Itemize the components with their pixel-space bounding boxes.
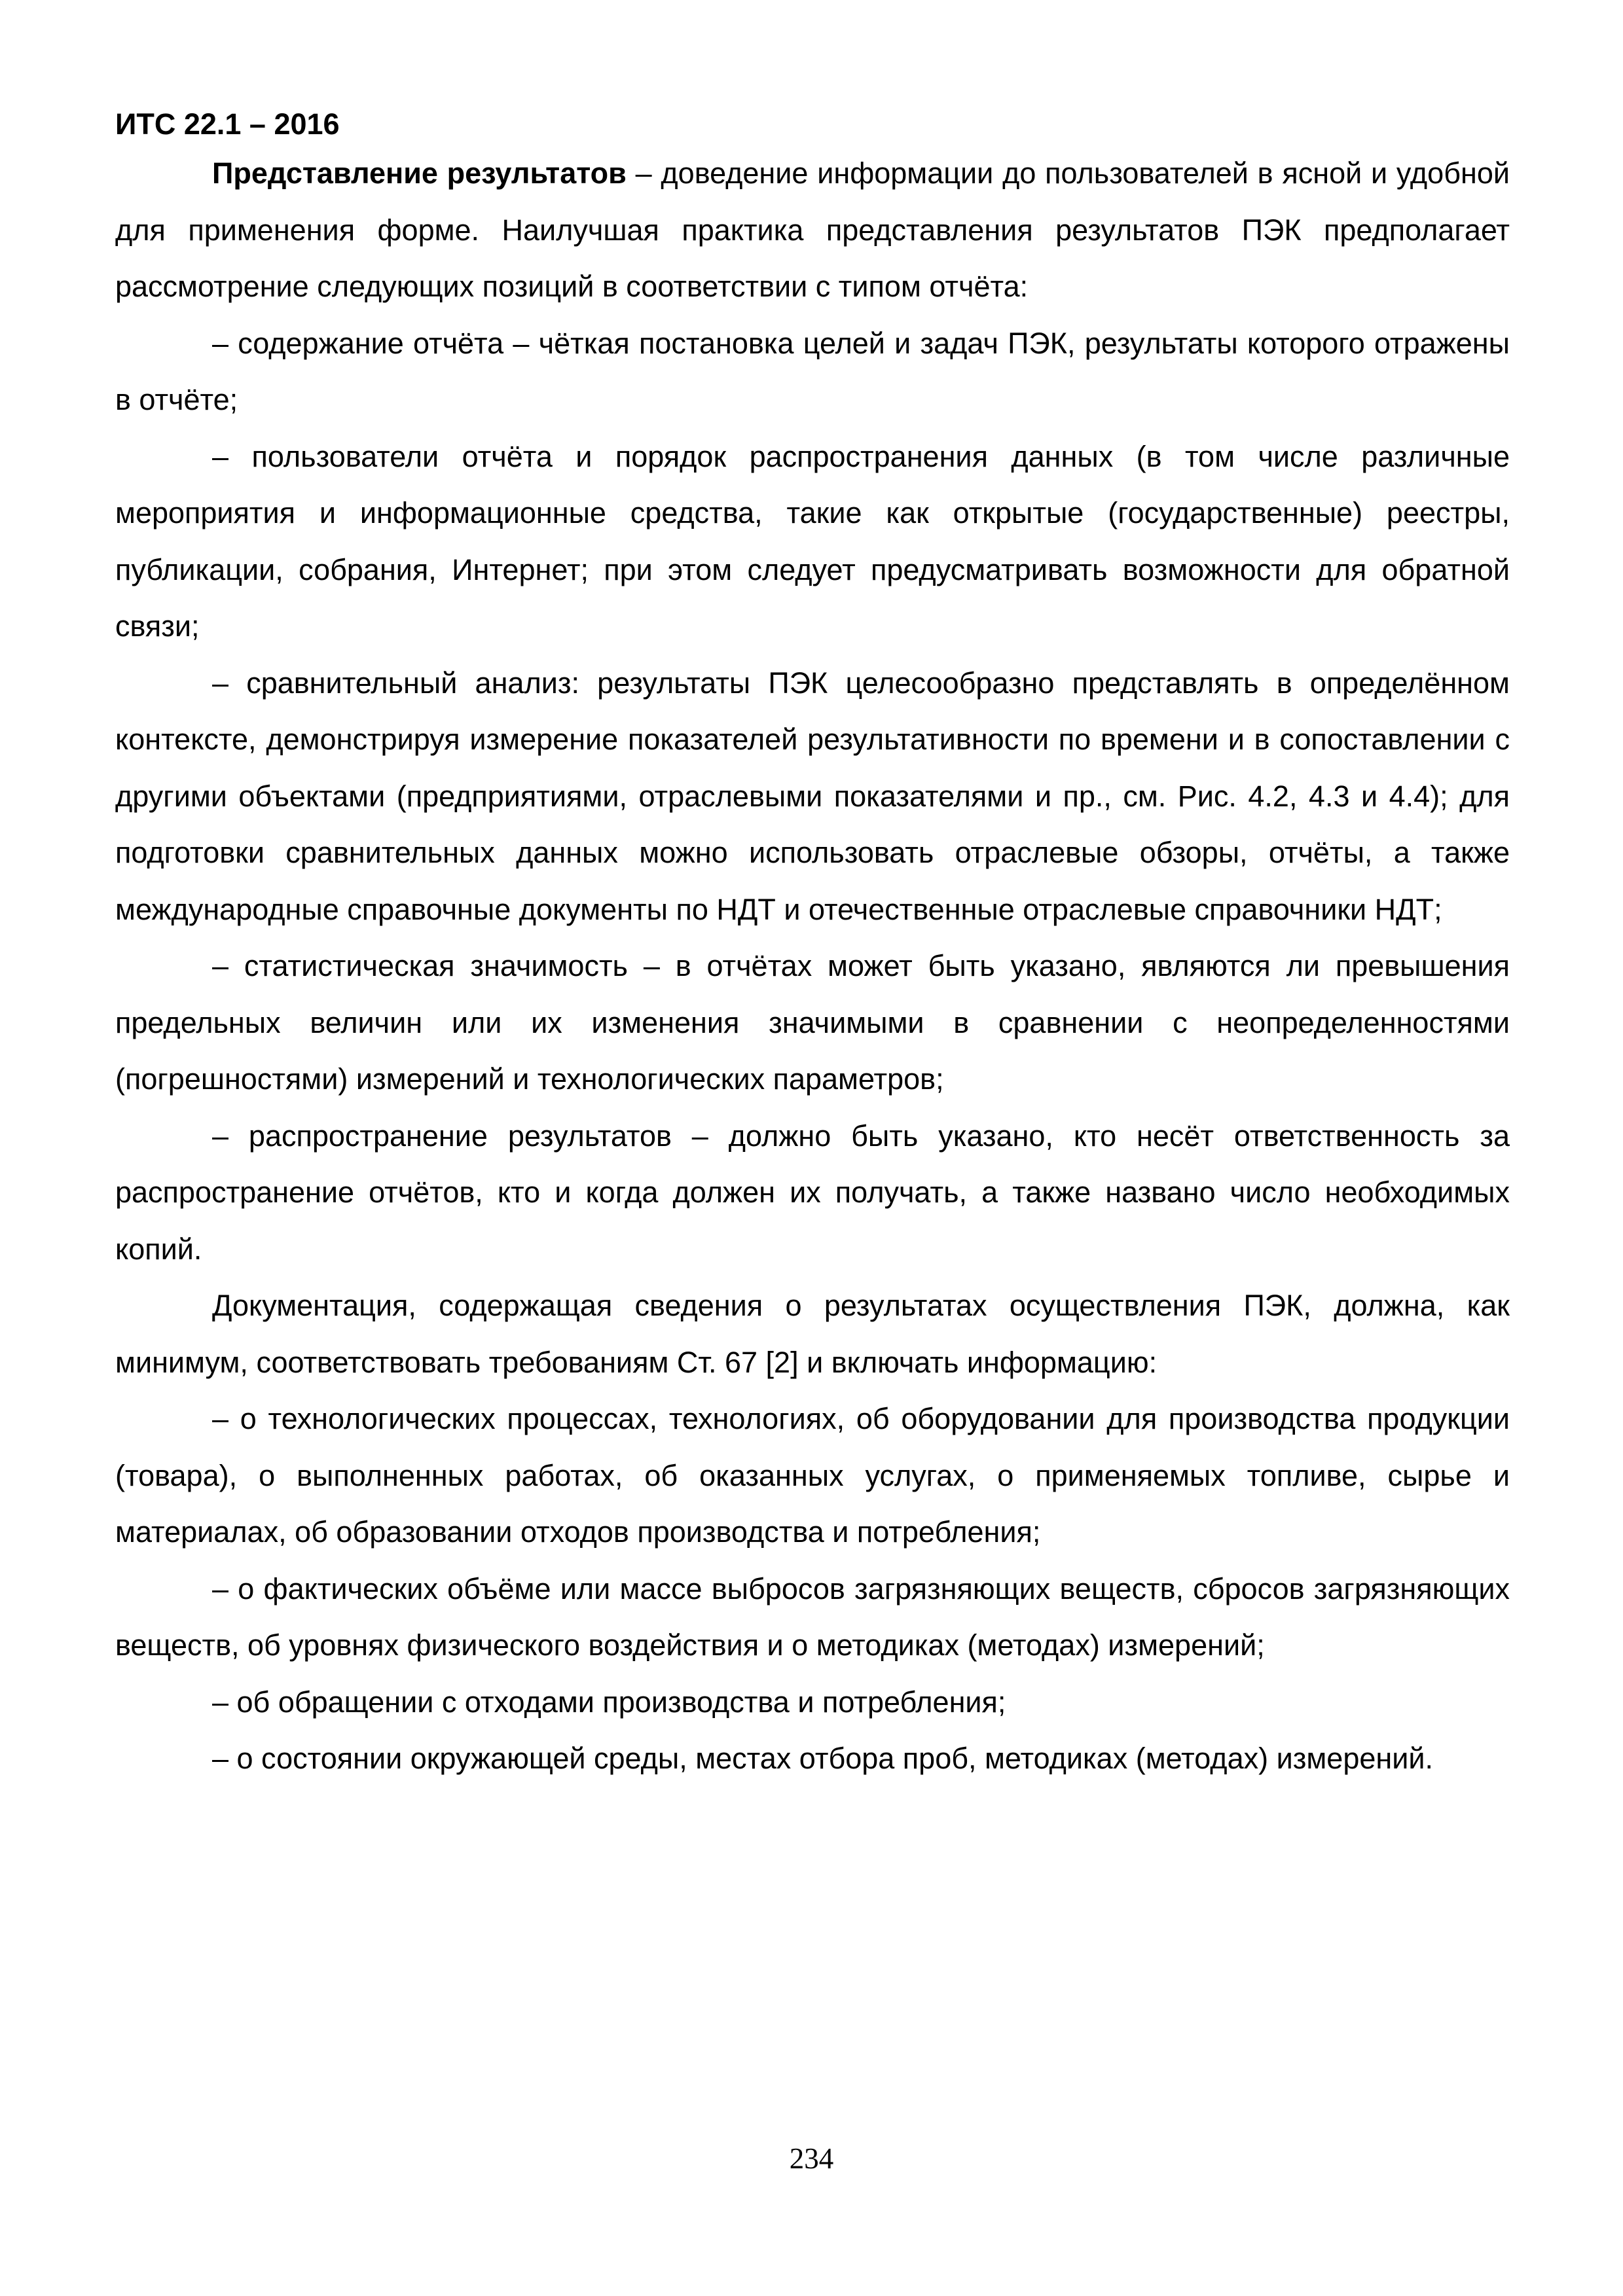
list-item-comparative-analysis: – сравнительный анализ: результаты ПЭК целесообразно представлять в определённом контексте, демонстрируя измерение показателей результативности по времени и в сопоставлении с другими объектами (предприятиями, отраслевыми показателями и пр., см. Рис. 4.2, 4.3 и 4.4); для подготовки сравнительных данных можно использовать отраслевые обзоры, отчёты, а также международные справочные документы по НДТ и отечественные отраслевые справочники НДТ; — [115, 666, 1510, 926]
list-item-emissions: – о фактических объёме или массе выбросов загрязняющих веществ, сбросов загрязняющих веществ, об уровнях физического воздействия и о методиках (методах) измерений; — [115, 1571, 1510, 1662]
list-item-statistical-significance: – статистическая значимость – в отчётах может быть указано, являются ли превышения предельных величин или их изменения значимыми в сравнении с неопределенностями (погрешностями) измерений и технологических параметров; — [115, 949, 1510, 1096]
list-item-environment: – о состоянии окружающей среды, местах отбора проб, методиках (методах) измерений. — [212, 1742, 1433, 1775]
intro-text: – доведение информации до пользователей в ясной и удобной для применения форме. Наилучшая практика представления результатов ПЭК предполагает рассмотрение следующих позиций в соответствии с типом отчёта: — [115, 156, 1510, 303]
document-code-header: ИТС 22.1 – 2016 — [115, 107, 340, 141]
intro-paragraph — [115, 145, 1510, 315]
list-item-processes: – о технологических процессах, технологиях, об оборудовании для производства продукции (товара), о выполненных работах, об оказанных услугах, о применяемых топливе, сырье и материалах, об образовании отходов производства и потребления; — [115, 1402, 1510, 1549]
list-item-report-content: – содержание отчёта – чёткая постановка целей и задач ПЭК, результаты которого отражены в отчёте; — [115, 326, 1510, 416]
list-item-report-users: – пользователи отчёта и порядок распространения данных (в том числе различные мероприятия и информационные средства, такие как открытые (государственные) реестры, публикации, собрания, Интернет; при этом следует предусматривать возможности для обратной связи; — [115, 439, 1510, 643]
defined-term: Представление результатов — [212, 156, 627, 190]
page-number: 234 — [789, 2142, 834, 2175]
list-item-waste: – об обращении с отходами производства и потребления; — [212, 1685, 1006, 1719]
documentation-paragraph: Документация, содержащая сведения о результатах осуществления ПЭК, должна, как минимум, соответствовать требованиям Ст. 67 [2] и включать информацию: — [115, 1289, 1510, 1379]
page-body — [115, 145, 1510, 1787]
list-item-dissemination: – распространение результатов – должно быть указано, кто несёт ответственность за распространение отчётов, кто и когда должен их получать, а также названо число необходимых копий. — [115, 1119, 1510, 1266]
